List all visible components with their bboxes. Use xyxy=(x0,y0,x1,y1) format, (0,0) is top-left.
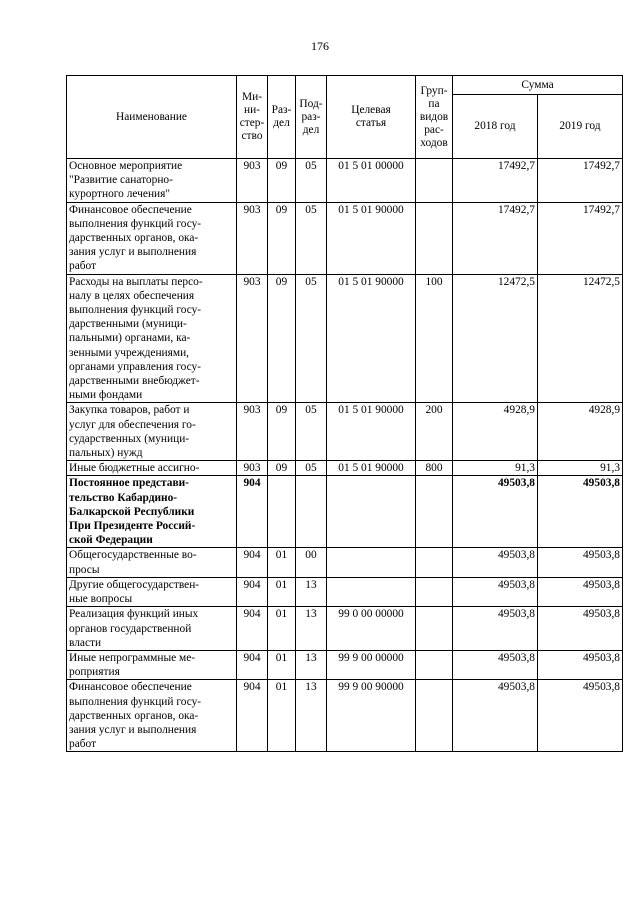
name-line: выполнения функций госу- xyxy=(69,217,202,230)
name-cell xyxy=(67,202,237,274)
name-line: ные вопросы xyxy=(69,593,133,606)
sum-2019-cell: 4928,9 xyxy=(538,403,623,461)
name-line: просы xyxy=(69,563,100,576)
table-body xyxy=(67,159,623,752)
budget-table xyxy=(66,75,623,752)
group-cell xyxy=(416,202,453,274)
section-cell: 09 xyxy=(268,461,296,476)
sum-2018-cell: 49503,8 xyxy=(453,680,538,752)
subsection-cell: 13 xyxy=(296,607,327,651)
subsection-cell: 13 xyxy=(296,680,327,752)
subsection-cell xyxy=(296,476,327,548)
name-line: дарственных органов, ока- xyxy=(69,232,199,245)
table-row xyxy=(67,577,623,606)
table-row xyxy=(67,607,623,651)
sum-2018-cell: 17492,7 xyxy=(453,202,538,274)
sum-2019-cell: 17492,7 xyxy=(538,159,623,203)
sum-2019-cell: 49503,8 xyxy=(538,650,623,679)
sum-2019-cell: 17492,7 xyxy=(538,202,623,274)
header-sum: Сумма xyxy=(453,76,623,95)
target-cell: 01 5 01 90000 xyxy=(327,274,416,403)
subsection-cell: 05 xyxy=(296,461,327,476)
group-cell xyxy=(416,607,453,651)
name-line: зания услуг и выполнения xyxy=(69,723,197,736)
table-row xyxy=(67,403,623,461)
header-line: ни- xyxy=(244,104,260,116)
section-cell: 01 xyxy=(268,577,296,606)
header-line: ходов xyxy=(420,136,448,149)
sum-2019-cell: 12472,5 xyxy=(538,274,623,403)
name-line: зенными учреждениями, xyxy=(69,346,190,359)
name-line: Другие общегосударствен- xyxy=(69,578,200,591)
name-line: тельство Кабардино- xyxy=(69,491,178,504)
header-section xyxy=(268,76,296,159)
group-cell xyxy=(416,548,453,577)
section-cell: 09 xyxy=(268,202,296,274)
name-line: Финансовое обеспечение xyxy=(69,681,192,694)
sum-2018-cell: 49503,8 xyxy=(453,650,538,679)
target-cell: 99 0 00 00000 xyxy=(327,607,416,651)
name-line: Закупка товаров, работ и xyxy=(69,404,190,417)
header-line: дел xyxy=(273,117,290,129)
subsection-cell: 05 xyxy=(296,403,327,461)
section-cell: 01 xyxy=(268,650,296,679)
name-line: зания услуг и выполнения xyxy=(69,246,197,259)
header-line: стер- xyxy=(239,117,265,129)
ministry-cell: 904 xyxy=(237,577,268,606)
ministry-cell: 903 xyxy=(237,202,268,274)
section-cell: 09 xyxy=(268,159,296,203)
sum-2018-cell: 49503,8 xyxy=(453,476,538,548)
name-cell xyxy=(67,476,237,548)
name-cell xyxy=(67,159,237,203)
sum-2019-cell: 49503,8 xyxy=(538,680,623,752)
subsection-cell: 05 xyxy=(296,274,327,403)
header-line: па xyxy=(428,97,440,110)
target-cell: 01 5 01 00000 xyxy=(327,159,416,203)
target-cell: 01 5 01 90000 xyxy=(327,403,416,461)
header-line: дел xyxy=(302,123,320,136)
name-line: органов государственной xyxy=(69,622,192,635)
name-line: Иные бюджетные ассигно- xyxy=(69,462,200,475)
name-line: курортного лечения" xyxy=(69,188,171,201)
group-cell xyxy=(416,650,453,679)
header-line: рас- xyxy=(424,123,444,136)
ministry-cell: 904 xyxy=(237,607,268,651)
name-line: органами управления госу- xyxy=(69,360,201,373)
name-line: ными фондами xyxy=(69,389,143,402)
name-cell xyxy=(67,680,237,752)
header-year-2019: 2019 год xyxy=(538,95,623,159)
target-cell xyxy=(327,577,416,606)
header-line: ство xyxy=(241,130,263,142)
header-name: Наименование xyxy=(67,76,237,159)
ministry-cell: 903 xyxy=(237,159,268,203)
sum-2018-cell: 17492,7 xyxy=(453,159,538,203)
section-cell: 01 xyxy=(268,607,296,651)
table-row xyxy=(67,650,623,679)
name-cell xyxy=(67,577,237,606)
section-cell xyxy=(268,476,296,548)
table-row xyxy=(67,680,623,752)
name-line: услуг для обеспечения го- xyxy=(69,418,196,431)
subsection-cell: 05 xyxy=(296,159,327,203)
name-line: пальных) нужд xyxy=(69,447,143,460)
group-cell: 800 xyxy=(416,461,453,476)
ministry-cell: 904 xyxy=(237,650,268,679)
header-line: статья xyxy=(355,117,387,129)
subsection-cell: 13 xyxy=(296,577,327,606)
target-cell: 99 9 00 00000 xyxy=(327,650,416,679)
name-line: Расходы на выплаты персо- xyxy=(69,275,203,288)
name-line: власти xyxy=(69,636,102,649)
header-line: Под- xyxy=(299,97,323,110)
ministry-cell: 903 xyxy=(237,274,268,403)
table-row xyxy=(67,159,623,203)
table-row xyxy=(67,548,623,577)
name-line: Иные непрограммные ме- xyxy=(69,651,196,664)
section-cell: 09 xyxy=(268,403,296,461)
target-cell: 99 9 00 90000 xyxy=(327,680,416,752)
target-cell: 01 5 01 90000 xyxy=(327,202,416,274)
table-row xyxy=(67,274,623,403)
header-group xyxy=(416,76,453,159)
target-cell xyxy=(327,476,416,548)
sum-2019-cell: 49503,8 xyxy=(538,548,623,577)
name-cell xyxy=(67,650,237,679)
name-cell xyxy=(67,548,237,577)
name-line: дарственными внебюджет- xyxy=(69,375,200,388)
group-cell: 100 xyxy=(416,274,453,403)
name-line: пальными) органами, ка- xyxy=(69,332,191,345)
target-cell: 01 5 01 90000 xyxy=(327,461,416,476)
ministry-cell: 903 xyxy=(237,461,268,476)
page-number: 176 xyxy=(311,39,329,53)
sum-2018-cell: 4928,9 xyxy=(453,403,538,461)
group-cell xyxy=(416,577,453,606)
table-row xyxy=(67,461,623,476)
name-cell xyxy=(67,461,237,476)
sum-2018-cell: 91,3 xyxy=(453,461,538,476)
header-line: Целевая xyxy=(351,104,391,116)
ministry-cell: 903 xyxy=(237,403,268,461)
subsection-cell: 13 xyxy=(296,650,327,679)
header-line: Груп- xyxy=(420,84,448,97)
sum-2019-cell: 91,3 xyxy=(538,461,623,476)
header-ministry xyxy=(237,76,268,159)
header-line: видов xyxy=(419,110,449,123)
name-line: выполнения функций госу- xyxy=(69,304,202,317)
group-cell xyxy=(416,476,453,548)
header-line: Ми- xyxy=(241,91,263,103)
sum-2018-cell: 12472,5 xyxy=(453,274,538,403)
name-line: Финансовое обеспечение xyxy=(69,203,192,216)
section-cell: 01 xyxy=(268,548,296,577)
group-cell xyxy=(416,680,453,752)
section-cell: 09 xyxy=(268,274,296,403)
target-cell xyxy=(327,548,416,577)
sum-2018-cell: 49503,8 xyxy=(453,577,538,606)
name-line: дарственных органов, ока- xyxy=(69,709,199,722)
header-subsection xyxy=(296,76,327,159)
header-line: раз- xyxy=(301,110,321,123)
ministry-cell: 904 xyxy=(237,476,268,548)
name-line: Реализация функций иных xyxy=(69,608,199,621)
section-cell: 01 xyxy=(268,680,296,752)
name-cell xyxy=(67,403,237,461)
name-cell xyxy=(67,274,237,403)
name-line: дарственными (муници- xyxy=(69,318,187,331)
name-line: выполнения функций госу- xyxy=(69,695,202,708)
name-line: Балкарской Республики xyxy=(69,505,195,518)
sum-2018-cell: 49503,8 xyxy=(453,607,538,651)
name-line: "Развитие санаторно- xyxy=(69,174,173,187)
name-line: работ xyxy=(69,738,97,751)
header-line: Раз- xyxy=(271,104,292,116)
header-year-2018: 2018 год xyxy=(453,95,538,159)
name-line: При Президенте Россий- xyxy=(69,520,196,533)
name-line: Общегосударственные во- xyxy=(69,549,197,562)
ministry-cell: 904 xyxy=(237,548,268,577)
name-line: ской Федерации xyxy=(69,534,153,547)
name-line: роприятия xyxy=(69,666,120,679)
sum-2019-cell: 49503,8 xyxy=(538,607,623,651)
group-cell: 200 xyxy=(416,403,453,461)
name-line: Постоянное представи- xyxy=(69,477,189,490)
subsection-cell: 00 xyxy=(296,548,327,577)
table-row xyxy=(67,202,623,274)
sum-2018-cell: 49503,8 xyxy=(453,548,538,577)
table-header xyxy=(67,76,623,159)
header-target xyxy=(327,76,416,159)
subsection-cell: 05 xyxy=(296,202,327,274)
name-line: сударственных (муници- xyxy=(69,432,190,445)
sum-2019-cell: 49503,8 xyxy=(538,476,623,548)
name-cell xyxy=(67,607,237,651)
name-line: Основное мероприятие xyxy=(69,160,183,172)
name-line: налу в целях обеспечения xyxy=(69,289,195,302)
group-cell xyxy=(416,159,453,203)
ministry-cell: 904 xyxy=(237,680,268,752)
name-line: работ xyxy=(69,260,97,273)
table-row xyxy=(67,476,623,548)
sum-2019-cell: 49503,8 xyxy=(538,577,623,606)
